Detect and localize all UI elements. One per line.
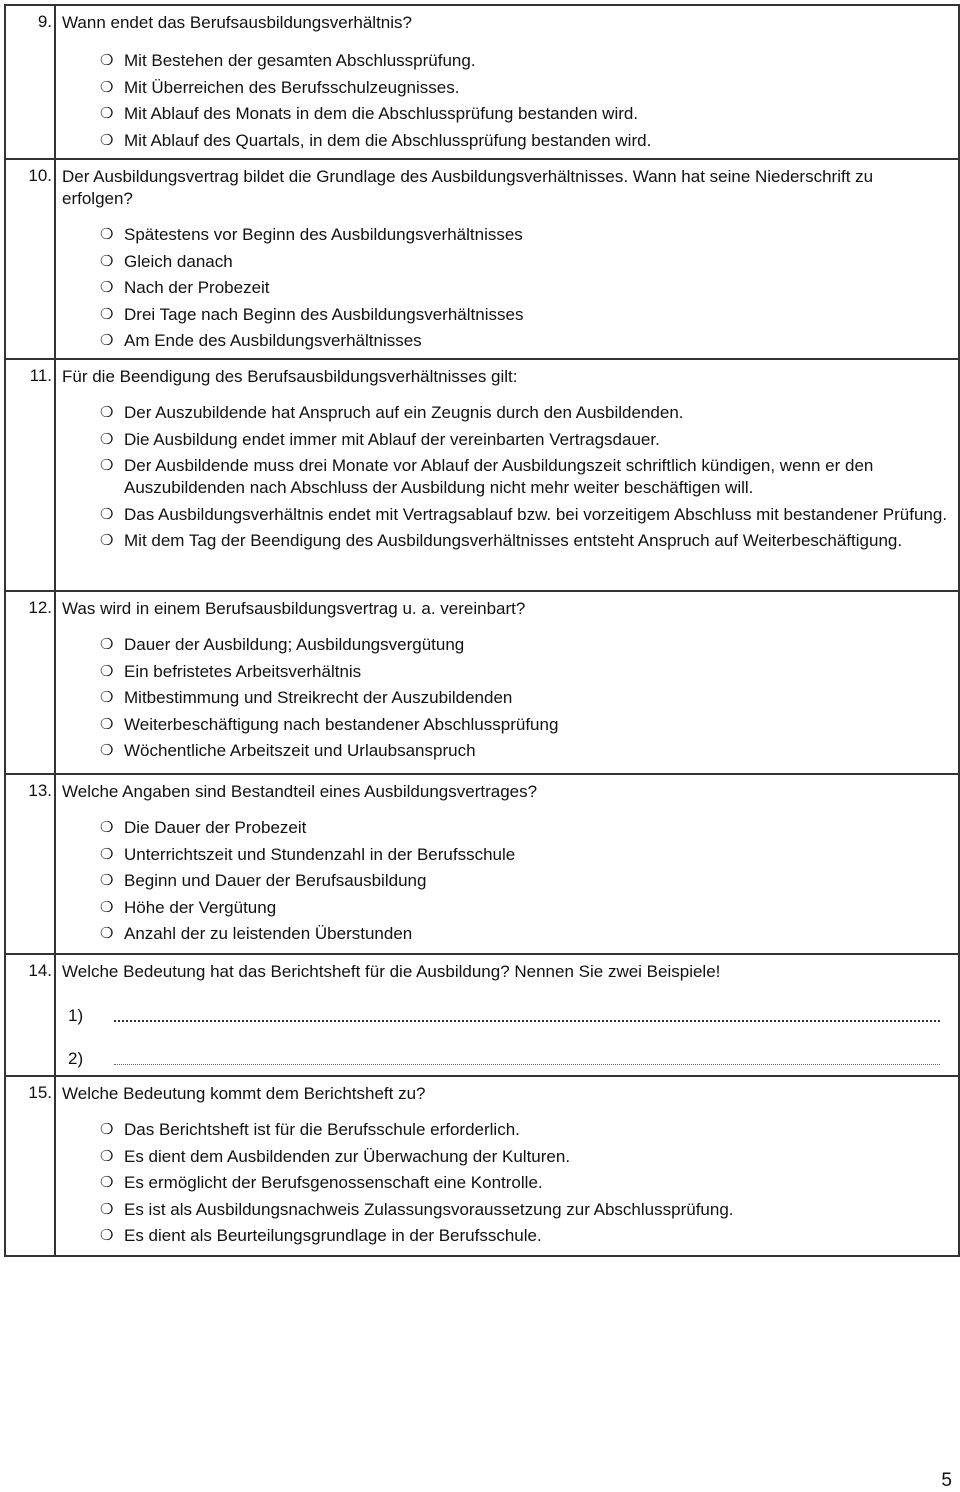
- option-label: Spätestens vor Beginn des Ausbildungsverhältnisses: [124, 225, 523, 244]
- option-label: Der Ausbildende muss drei Monate vor Ablauf der Ausbildungszeit schriftlich kündigen, wenn er den Auszubildenden nach Abschluss der Ausbildung nicht mehr weiter beschäftigen will.: [124, 456, 874, 497]
- option-label: Der Auszubildende hat Anspruch auf ein Zeugnis durch den Ausbildenden.: [124, 403, 684, 422]
- answer-option[interactable]: [100, 130, 948, 152]
- radio-circle-icon[interactable]: ❍: [100, 404, 114, 421]
- question-table: [4, 4, 960, 1257]
- question-text: Welche Bedeutung kommt dem Berichtsheft zu?: [62, 1084, 426, 1103]
- radio-circle-icon[interactable]: ❍: [100, 505, 114, 523]
- option-label: Höhe der Vergütung: [124, 897, 277, 917]
- option-label: Die Ausbildung endet immer mit Ablauf der vereinbarten Vertragsdauer.: [124, 429, 660, 449]
- radio-circle-icon[interactable]: ❍: [100, 52, 114, 69]
- radio-circle-icon[interactable]: ❍: [100, 1147, 114, 1165]
- answer-option[interactable]: [100, 634, 948, 656]
- option-label: Wöchentliche Arbeitszeit und Urlaubsanspruch: [124, 741, 476, 760]
- option-label: Mit Bestehen der gesamten Abschlussprüfung.: [124, 51, 476, 70]
- question-text: Welche Angaben sind Bestandteil eines Ausbildungsvertrages?: [62, 782, 538, 801]
- radio-circle-icon[interactable]: ❍: [100, 305, 114, 323]
- answer-option[interactable]: [100, 1172, 948, 1194]
- option-label: Das Berichtsheft ist für die Berufsschule erforderlich.: [124, 1120, 520, 1139]
- radio-circle-icon[interactable]: ❍: [100, 1121, 114, 1138]
- answer-option[interactable]: [100, 817, 948, 839]
- question-number: 13.: [6, 775, 56, 953]
- radio-circle-icon[interactable]: ❍: [100, 715, 114, 733]
- option-label: Am Ende des Ausbildungsverhältnisses: [124, 331, 422, 350]
- option-label: Mitbestimmung und Streikrecht der Auszubildenden: [124, 688, 513, 707]
- answer-option[interactable]: [100, 661, 948, 683]
- option-label: Dauer der Ausbildung; Ausbildungsvergütung: [124, 635, 465, 654]
- answer-option[interactable]: [100, 504, 948, 526]
- option-label: Nach der Probezeit: [124, 278, 270, 297]
- option-label: Anzahl der zu leistenden Überstunden: [124, 924, 413, 943]
- page-number: 5: [941, 1470, 952, 1491]
- answer-line[interactable]: [68, 998, 948, 1026]
- option-label: Drei Tage nach Beginn des Ausbildungsverhältnisses: [124, 304, 524, 324]
- option-label: Gleich danach: [124, 251, 233, 271]
- radio-circle-icon[interactable]: ❍: [100, 279, 114, 296]
- radio-circle-icon[interactable]: ❍: [100, 689, 114, 706]
- answer-option[interactable]: [100, 455, 948, 499]
- answer-option[interactable]: [100, 870, 948, 892]
- option-label: Es dient als Beurteilungsgrundlage in der Berufsschule.: [124, 1226, 542, 1245]
- question-row: [6, 160, 958, 360]
- radio-circle-icon[interactable]: ❍: [100, 662, 114, 680]
- radio-circle-icon[interactable]: ❍: [100, 78, 114, 96]
- option-label: Beginn und Dauer der Berufsausbildung: [124, 871, 427, 890]
- answer-option[interactable]: [100, 714, 948, 736]
- answer-option[interactable]: [100, 740, 948, 762]
- option-label: Die Dauer der Probezeit: [124, 818, 307, 837]
- question-number: 14.: [6, 955, 56, 1075]
- question-row: [6, 360, 958, 592]
- answer-option[interactable]: [100, 1199, 948, 1221]
- question-number: 9.: [6, 6, 56, 158]
- question-text: Wann endet das Berufsausbildungsverhältnis?: [62, 13, 412, 32]
- question-number: 10.: [6, 160, 56, 358]
- radio-circle-icon[interactable]: ❍: [100, 845, 114, 863]
- radio-circle-icon[interactable]: ❍: [100, 636, 114, 653]
- radio-circle-icon[interactable]: ❍: [100, 925, 114, 942]
- option-label: Mit Überreichen des Berufsschulzeugnisses.: [124, 77, 460, 97]
- radio-circle-icon[interactable]: ❍: [100, 872, 114, 889]
- dotted-write-line[interactable]: [114, 1064, 940, 1065]
- radio-circle-icon[interactable]: ❍: [100, 742, 114, 759]
- answer-option[interactable]: [100, 530, 948, 552]
- answer-option[interactable]: [100, 50, 948, 72]
- answer-label: 2): [68, 1049, 84, 1068]
- question-text: Für die Beendigung des Berufsausbildungsverhältnisses gilt:: [62, 367, 518, 386]
- radio-circle-icon[interactable]: ❍: [100, 430, 114, 448]
- radio-circle-icon[interactable]: ❍: [100, 1227, 114, 1244]
- question-text: Welche Bedeutung hat das Berichtsheft für die Ausbildung? Nennen Sie zwei Beispiele!: [62, 962, 721, 981]
- answer-line[interactable]: [68, 1041, 948, 1069]
- option-label: Mit dem Tag der Beendigung des Ausbildungsverhältnisses entsteht Anspruch auf Weiterbeschäftigung.: [124, 531, 903, 550]
- question-number: 11.: [6, 360, 56, 590]
- question-row: [6, 6, 958, 160]
- answer-option[interactable]: [100, 687, 948, 709]
- answer-option[interactable]: [100, 897, 948, 919]
- question-row: [6, 955, 958, 1077]
- question-number: 12.: [6, 592, 56, 773]
- option-label: Es ermöglicht der Berufsgenossenschaft eine Kontrolle.: [124, 1173, 543, 1192]
- radio-circle-icon[interactable]: ❍: [100, 898, 114, 916]
- radio-circle-icon[interactable]: ❍: [100, 226, 114, 243]
- radio-circle-icon[interactable]: ❍: [100, 252, 114, 270]
- answer-option[interactable]: [100, 1225, 948, 1247]
- option-label: Unterrichtszeit und Stundenzahl in der Berufsschule: [124, 844, 516, 864]
- answer-option[interactable]: [100, 402, 948, 424]
- radio-circle-icon[interactable]: ❍: [100, 1174, 114, 1191]
- answer-option[interactable]: [100, 429, 948, 451]
- answer-option[interactable]: [100, 330, 948, 352]
- answer-option[interactable]: [100, 77, 948, 99]
- question-row: [6, 775, 958, 955]
- radio-circle-icon[interactable]: ❍: [100, 457, 114, 474]
- option-label: Es ist als Ausbildungsnachweis Zulassungsvoraussetzung zur Abschlussprüfung.: [124, 1199, 734, 1219]
- answer-option[interactable]: [100, 103, 948, 125]
- answer-label: 1): [68, 1006, 84, 1025]
- question-text: Was wird in einem Berufsausbildungsvertrag u. a. vereinbart?: [62, 599, 526, 618]
- radio-circle-icon[interactable]: ❍: [100, 332, 114, 349]
- option-label: Mit Ablauf des Monats in dem die Abschlussprüfung bestanden wird.: [124, 104, 639, 123]
- answer-option[interactable]: [100, 844, 948, 866]
- radio-circle-icon[interactable]: ❍: [100, 819, 114, 836]
- option-label: Ein befristetes Arbeitsverhältnis: [124, 661, 362, 681]
- answer-option[interactable]: [100, 1146, 948, 1168]
- question-row: [6, 592, 958, 775]
- answer-option[interactable]: [100, 1119, 948, 1141]
- radio-circle-icon[interactable]: ❍: [100, 532, 114, 549]
- question-number: 15.: [6, 1077, 56, 1255]
- option-label: Das Ausbildungsverhältnis endet mit Vertragsablauf bzw. bei vorzeitigem Abschluss mit bestandener Prüfung.: [124, 504, 948, 524]
- option-label: Mit Ablauf des Quartals, in dem die Abschlussprüfung bestanden wird.: [124, 130, 652, 150]
- dotted-write-line[interactable]: [114, 1020, 940, 1022]
- radio-circle-icon[interactable]: ❍: [100, 1200, 114, 1218]
- radio-circle-icon[interactable]: ❍: [100, 131, 114, 149]
- answer-option[interactable]: [100, 251, 948, 273]
- answer-option[interactable]: [100, 304, 948, 326]
- answer-option[interactable]: [100, 277, 948, 299]
- question-row: [6, 1077, 958, 1257]
- option-label: Weiterbeschäftigung nach bestandener Abschlussprüfung: [124, 714, 559, 734]
- answer-option[interactable]: [100, 923, 948, 945]
- answer-option[interactable]: [100, 224, 948, 246]
- question-text: Der Ausbildungsvertrag bildet die Grundlage des Ausbildungsverhältnisses. Wann hat seine Niederschrift zu erfolgen?: [62, 167, 874, 208]
- radio-circle-icon[interactable]: ❍: [100, 105, 114, 122]
- option-label: Es dient dem Ausbildenden zur Überwachung der Kulturen.: [124, 1146, 571, 1166]
